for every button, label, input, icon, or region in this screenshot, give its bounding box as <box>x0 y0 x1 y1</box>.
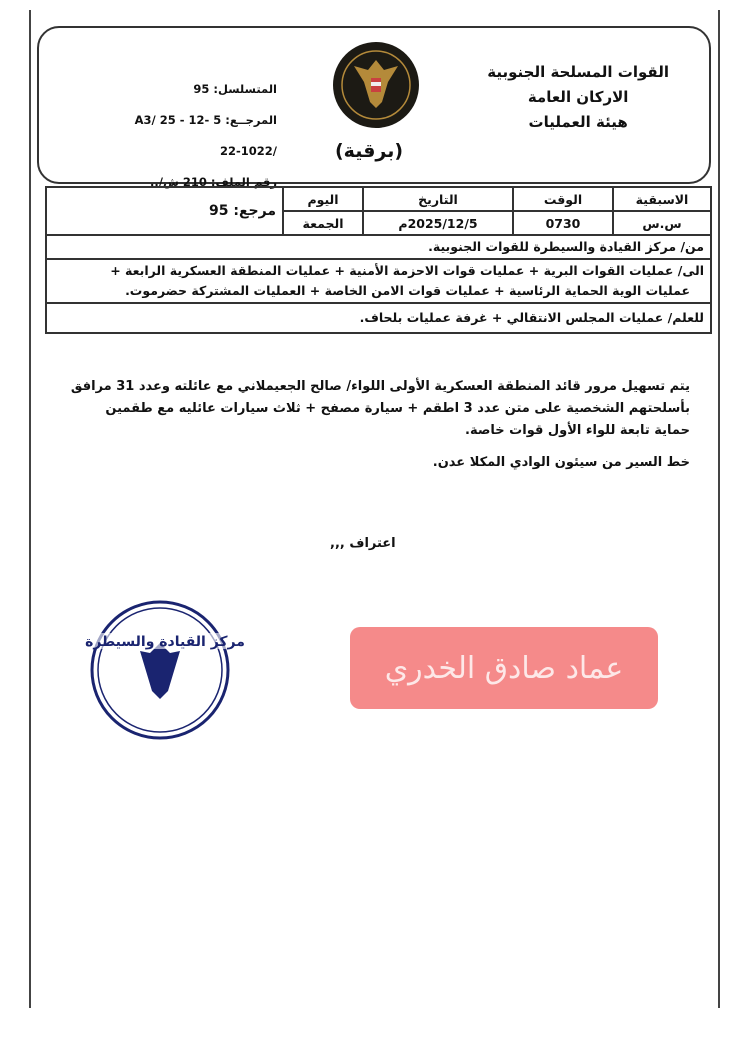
day-value: الجمعة <box>283 211 363 235</box>
header-time: الوقت <box>513 187 613 211</box>
acknowledge-line: اعتراف ,,, <box>330 536 396 551</box>
ref-number: مرجع: 95 <box>46 187 283 235</box>
to-line: الى/ عمليات القوات البرية + عمليات قوات الاحزمة الأمنية + عمليات المنطقة العسكرية الرابعة + <box>110 263 704 278</box>
reference-continuation: 22-1022/ <box>220 144 277 158</box>
org-line: القوات المسلحة الجنوبية <box>487 63 669 81</box>
svg-text:مركز القيادة والسيطرة: مركز القيادة والسيطرة <box>85 634 245 650</box>
org-line: هيئة العمليات <box>528 113 628 131</box>
header-priority: الاسبقية <box>613 187 711 211</box>
right-border <box>718 10 720 1008</box>
info-table <box>45 186 712 334</box>
header-day: اليوم <box>283 187 363 211</box>
header-date: التاريخ <box>363 187 513 211</box>
priority-value: س.س <box>613 211 711 235</box>
org-line: الاركان العامة <box>527 88 629 106</box>
from-row: من/ مركز القيادة والسيطرة للقوات الجنوبية. <box>46 235 711 259</box>
time-value: 0730 <box>513 211 613 235</box>
left-border <box>29 10 31 1008</box>
to-row <box>46 259 711 303</box>
file-number: رقم الملف: 210 ش/.. <box>150 175 277 189</box>
letterhead <box>37 26 711 189</box>
route-line: خط السير من سيئون الوادي المكلا عدن. <box>432 455 690 470</box>
message-paragraph: يتم تسهيل مرور قائد المنطقة العسكرية الأولى اللواء/ صالح الجعيملاني مع عائلته وعدد 31 مرافق بأسلحتهم الشخصية على متن عدد 3 اطقم + سيارة مصفح + ثلاث سيارات عائليه مع طقمين حماية تابعة للواء الأول قوات خاصة. <box>70 379 690 438</box>
organization-name <box>487 60 669 135</box>
signatory-name: عماد صادق الخدري <box>384 650 624 686</box>
signature-box <box>350 627 658 709</box>
reference-number: المرجــع: A3/ 25 - 12- 5 <box>134 113 277 127</box>
official-stamp-icon <box>70 595 260 745</box>
cc-row: للعلم/ عمليات المجلس الانتقالي + غرفة عمليات بلحاف. <box>46 303 711 333</box>
message-body <box>70 376 690 474</box>
date-value: 2025/12/5م <box>363 211 513 235</box>
to-line: عمليات الوية الحماية الرئاسية + عمليات قوات الامن الخاصة + العمليات المشتركة حضرموت. <box>125 283 690 298</box>
council-emblem-icon <box>316 40 436 130</box>
reference-block <box>87 74 277 198</box>
serial-number: المتسلسل: 95 <box>193 82 277 96</box>
document-type: (برقية) <box>335 140 404 162</box>
